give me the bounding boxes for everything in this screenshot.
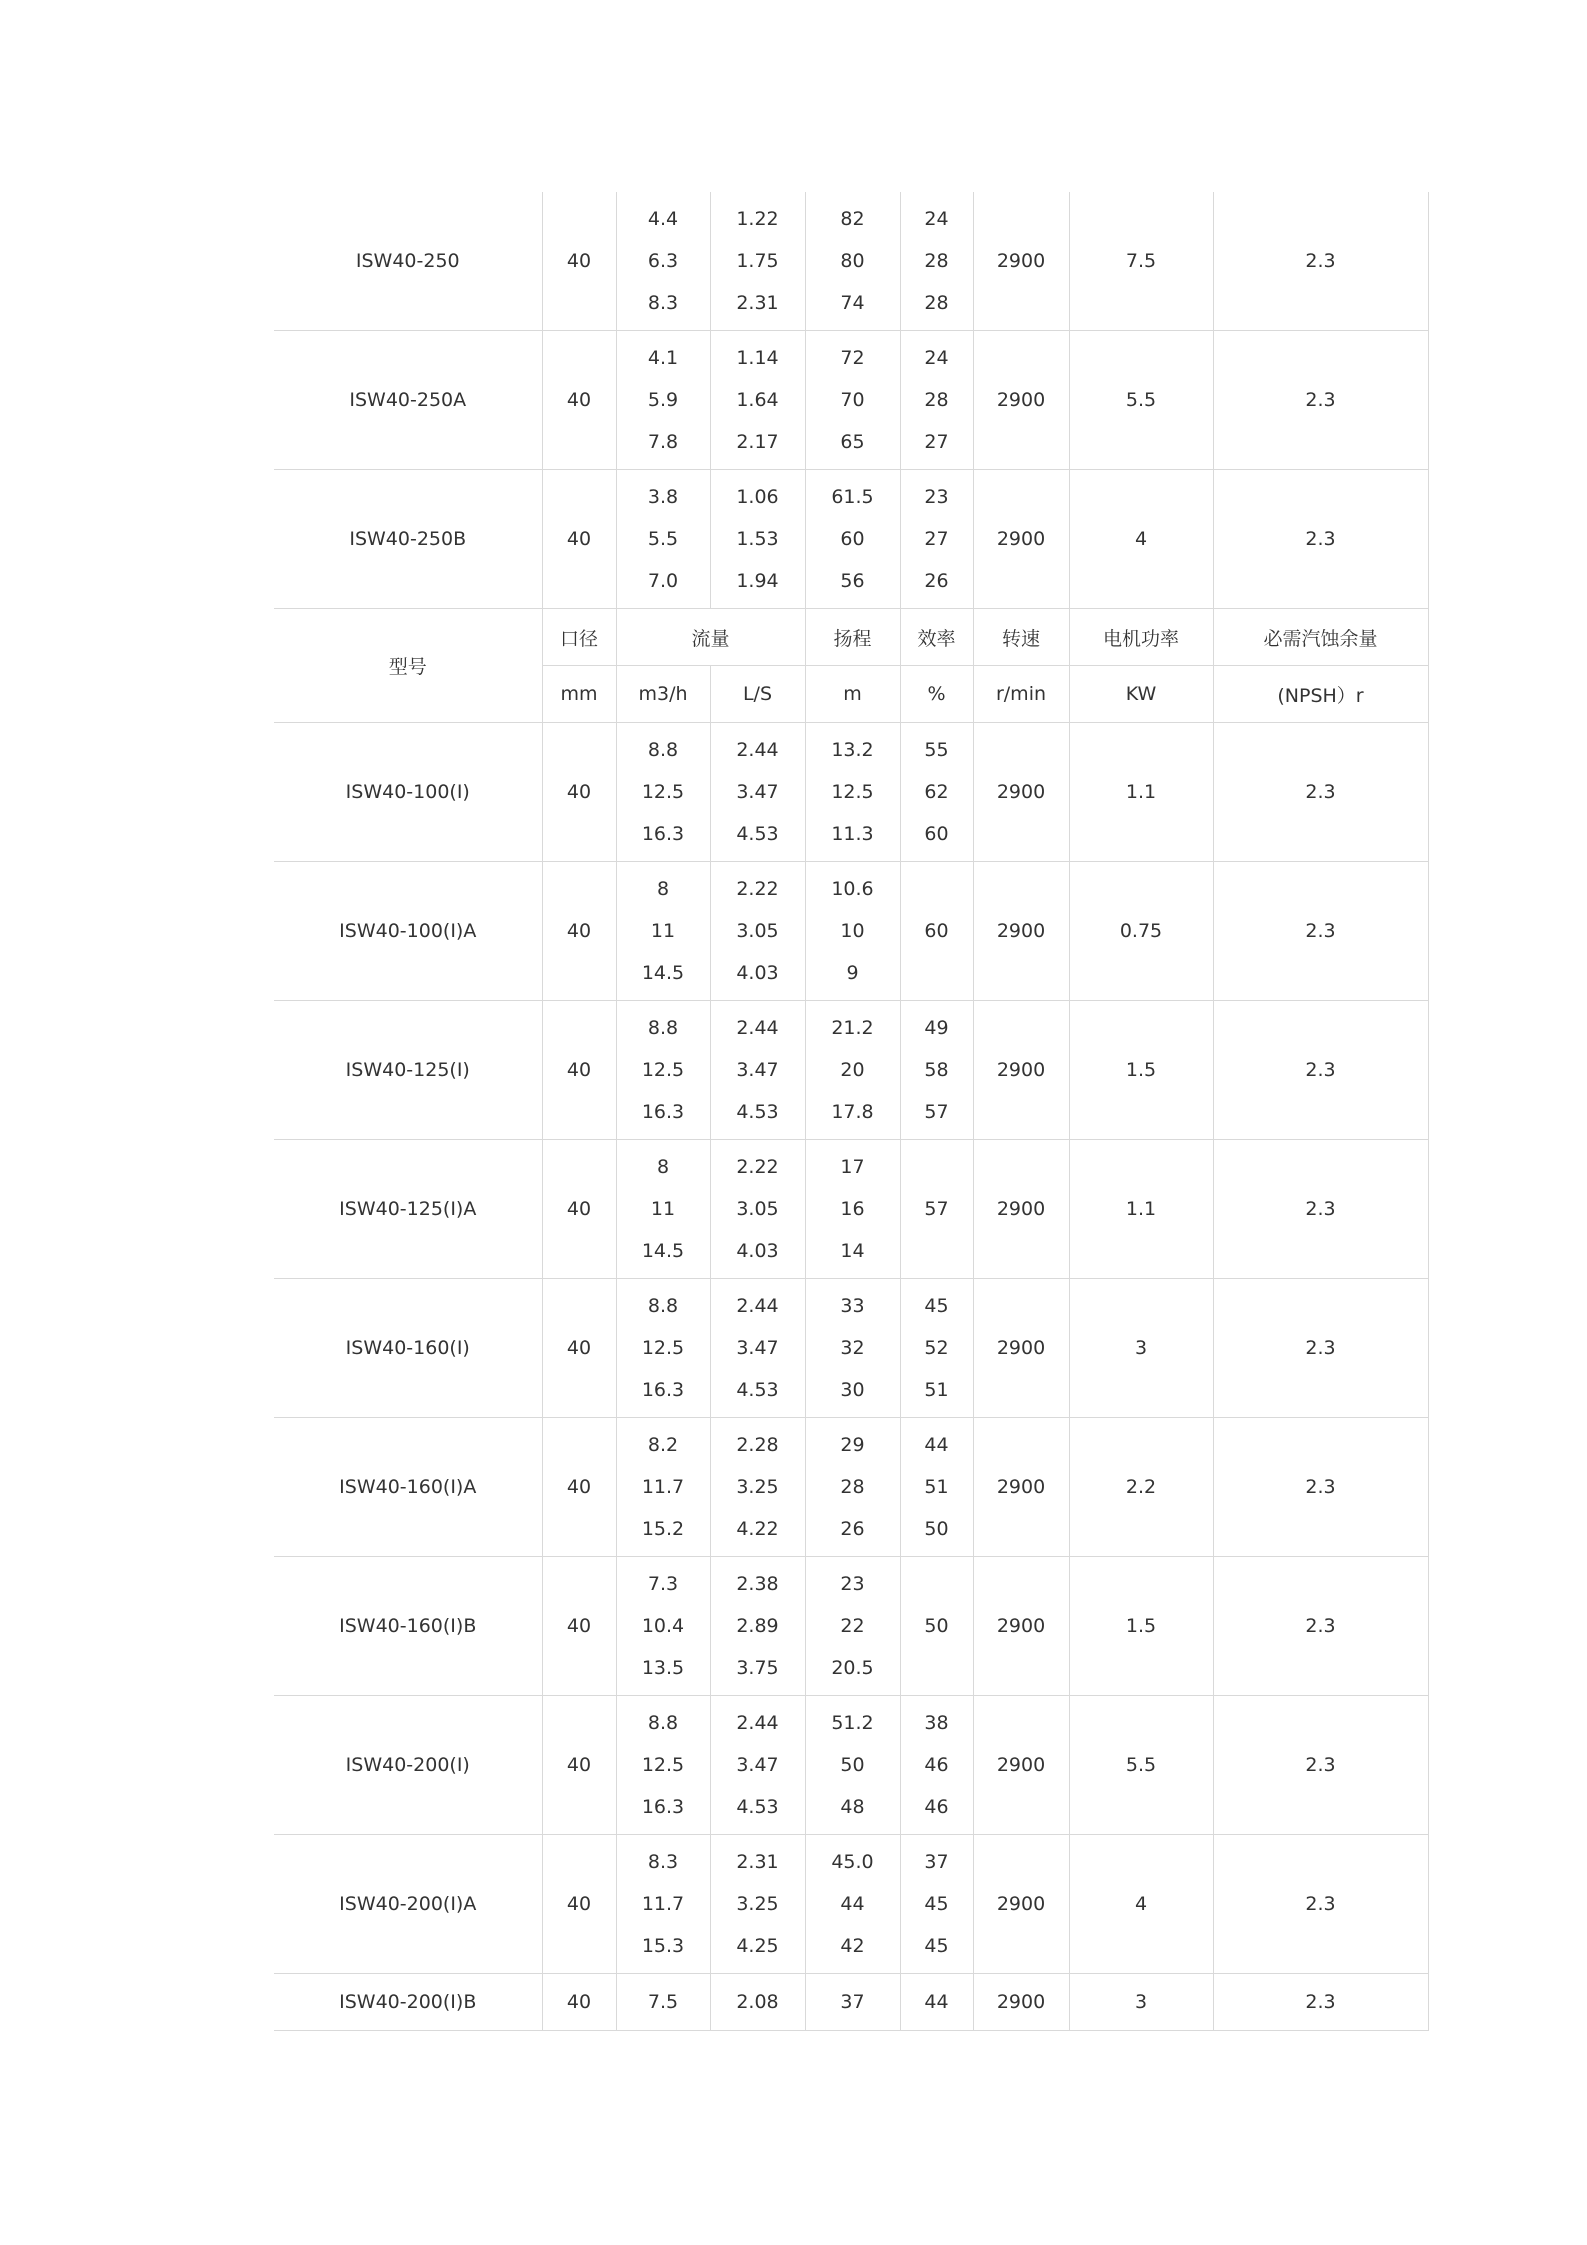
cell-flow-m3h-value: 7.0 — [647, 570, 679, 592]
cell-flow-ls-value: 2.31 — [736, 292, 779, 314]
cell-model: ISW40-100(I)A — [274, 862, 542, 1001]
cell-flow-m3h-value: 14.5 — [641, 1240, 685, 1262]
cell-power: 3 — [1069, 1279, 1213, 1418]
cell-flow-m3h — [616, 1974, 710, 2031]
cell-head — [805, 192, 900, 331]
cell-head-value: 23 — [840, 1573, 865, 1595]
pump-spec-table — [274, 192, 1429, 2031]
cell-flow-m3h-value: 4.1 — [647, 347, 679, 369]
cell-efficiency — [900, 331, 973, 470]
cell-flow-ls-value: 1.06 — [736, 486, 779, 508]
cell-head-value: 51.2 — [831, 1712, 874, 1734]
cell-efficiency-value: 45 — [924, 1893, 949, 1915]
table-row — [274, 1557, 1428, 1696]
cell-head-value: 60 — [840, 528, 865, 550]
cell-head-value: 9 — [846, 962, 859, 984]
cell-flow-m3h-value: 8.3 — [647, 1851, 679, 1873]
cell-flow-ls-value: 2.44 — [736, 739, 779, 761]
cell-efficiency-value: 26 — [924, 570, 949, 592]
cell-flow-ls-value: 4.53 — [736, 1379, 779, 1401]
cell-power: 5.5 — [1069, 331, 1213, 470]
table-row — [274, 1140, 1428, 1279]
cell-head-value: 12.5 — [831, 781, 874, 803]
cell-head-value: 56 — [840, 570, 865, 592]
cell-flow-ls-value: 4.03 — [736, 1240, 779, 1262]
cell-speed: 2900 — [973, 1418, 1069, 1557]
cell-efficiency-value: 51 — [924, 1476, 949, 1498]
cell-head-value: 10 — [840, 920, 865, 942]
cell-head-value: 37 — [840, 1991, 865, 2013]
cell-head-value: 20.5 — [831, 1657, 874, 1679]
cell-efficiency-value: 57 — [924, 1101, 949, 1123]
cell-flow-m3h-value: 8.8 — [647, 1712, 679, 1734]
cell-npsh: 2.3 — [1213, 470, 1428, 609]
cell-head — [805, 1140, 900, 1279]
cell-flow-m3h-value: 8.3 — [647, 292, 679, 314]
cell-flow-ls-value: 4.25 — [736, 1935, 779, 1957]
cell-flow-ls-value: 3.25 — [736, 1476, 779, 1498]
cell-flow-ls — [710, 1001, 805, 1140]
cell-speed: 2900 — [973, 1279, 1069, 1418]
cell-power: 3 — [1069, 1974, 1213, 2031]
cell-flow-m3h-value: 12.5 — [641, 1337, 685, 1359]
cell-flow-ls-value: 2.17 — [736, 431, 779, 453]
cell-flow-m3h-value: 16.3 — [641, 1101, 685, 1123]
cell-flow-ls-value: 2.38 — [736, 1573, 779, 1595]
cell-efficiency-value: 45 — [924, 1935, 949, 1957]
cell-bore: 40 — [542, 1974, 616, 2031]
cell-flow-ls-value: 3.47 — [736, 1337, 779, 1359]
cell-model: ISW40-200(I)B — [274, 1974, 542, 2031]
cell-flow-ls-value: 3.25 — [736, 1893, 779, 1915]
cell-head-value: 50 — [840, 1754, 865, 1776]
cell-speed: 2900 — [973, 1835, 1069, 1974]
cell-flow-m3h-value: 7.8 — [647, 431, 679, 453]
cell-speed: 2900 — [973, 1001, 1069, 1140]
cell-flow-m3h-value: 8 — [656, 1156, 670, 1178]
cell-head-value: 74 — [840, 292, 865, 314]
cell-model: ISW40-200(I)A — [274, 1835, 542, 1974]
cell-flow-ls-value: 3.47 — [736, 1754, 779, 1776]
cell-power: 1.1 — [1069, 723, 1213, 862]
cell-efficiency-value: 28 — [924, 389, 949, 411]
cell-flow-m3h-value: 16.3 — [641, 823, 685, 845]
cell-npsh: 2.3 — [1213, 1001, 1428, 1140]
cell-flow-m3h-value: 15.2 — [641, 1518, 685, 1540]
cell-flow-m3h-value: 11 — [650, 1198, 676, 1220]
table-body-bottom — [274, 723, 1428, 2031]
cell-efficiency — [900, 1835, 973, 1974]
cell-head-value: 82 — [840, 208, 865, 230]
table-row — [274, 470, 1428, 609]
cell-flow-ls — [710, 1140, 805, 1279]
cell-speed: 2900 — [973, 1140, 1069, 1279]
cell-bore: 40 — [542, 470, 616, 609]
cell-flow-ls-value: 2.22 — [736, 878, 779, 900]
cell-power: 0.75 — [1069, 862, 1213, 1001]
cell-head — [805, 1835, 900, 1974]
header-npsh: 必需汽蚀余量 — [1213, 609, 1428, 666]
cell-flow-m3h — [616, 192, 710, 331]
cell-head — [805, 1418, 900, 1557]
cell-head-value: 42 — [840, 1935, 865, 1957]
cell-flow-m3h-value: 16.3 — [641, 1379, 685, 1401]
cell-flow-m3h-value: 14.5 — [641, 962, 685, 984]
cell-head-value: 22 — [840, 1615, 865, 1637]
table-body-top — [274, 192, 1428, 609]
cell-flow-m3h — [616, 723, 710, 862]
cell-flow-m3h-value: 6.3 — [647, 250, 679, 272]
unit-power: KW — [1069, 666, 1213, 723]
cell-efficiency — [900, 470, 973, 609]
table-row — [274, 723, 1428, 862]
cell-flow-m3h-value: 3.8 — [647, 486, 679, 508]
cell-efficiency-value: 23 — [924, 486, 949, 508]
cell-head-value: 17 — [840, 1156, 865, 1178]
cell-npsh: 2.3 — [1213, 1974, 1428, 2031]
cell-bore: 40 — [542, 1279, 616, 1418]
cell-speed: 2900 — [973, 1557, 1069, 1696]
cell-efficiency — [900, 1140, 973, 1279]
table-row — [274, 1001, 1428, 1140]
cell-npsh: 2.3 — [1213, 1140, 1428, 1279]
cell-bore: 40 — [542, 1835, 616, 1974]
cell-head-value: 33 — [840, 1295, 865, 1317]
cell-flow-ls — [710, 192, 805, 331]
cell-model: ISW40-160(I) — [274, 1279, 542, 1418]
cell-bore: 40 — [542, 1557, 616, 1696]
header-bore: 口径 — [542, 609, 616, 666]
cell-speed: 2900 — [973, 470, 1069, 609]
cell-head — [805, 470, 900, 609]
cell-head-value: 30 — [840, 1379, 865, 1401]
cell-head-value: 17.8 — [831, 1101, 874, 1123]
cell-efficiency — [900, 723, 973, 862]
header-head: 扬程 — [805, 609, 900, 666]
cell-head-value: 61.5 — [831, 486, 874, 508]
cell-flow-m3h-value: 8.2 — [647, 1434, 679, 1456]
cell-flow-ls-value: 4.22 — [736, 1518, 779, 1540]
cell-flow-m3h-value: 8.8 — [647, 1295, 679, 1317]
cell-head-value: 11.3 — [831, 823, 874, 845]
cell-speed: 2900 — [973, 192, 1069, 331]
cell-head-value: 28 — [840, 1476, 865, 1498]
cell-flow-ls-value: 2.08 — [736, 1991, 779, 2013]
table-row — [274, 1835, 1428, 1974]
cell-head-value: 10.6 — [831, 878, 874, 900]
cell-efficiency-value: 28 — [924, 250, 949, 272]
cell-npsh: 2.3 — [1213, 862, 1428, 1001]
cell-flow-ls — [710, 1974, 805, 2031]
cell-bore: 40 — [542, 1140, 616, 1279]
cell-flow-m3h-value: 5.9 — [647, 389, 679, 411]
cell-flow-m3h — [616, 862, 710, 1001]
cell-efficiency-value: 57 — [924, 1198, 949, 1220]
cell-flow-ls-value: 2.89 — [736, 1615, 779, 1637]
cell-efficiency-value: 38 — [924, 1712, 949, 1734]
cell-flow-m3h-value: 11.7 — [641, 1476, 685, 1498]
cell-efficiency-value: 62 — [924, 781, 949, 803]
cell-efficiency-value: 44 — [924, 1434, 949, 1456]
cell-model: ISW40-250A — [274, 331, 542, 470]
cell-flow-ls-value: 1.94 — [736, 570, 779, 592]
cell-head — [805, 1696, 900, 1835]
cell-flow-m3h-value: 12.5 — [641, 781, 685, 803]
cell-efficiency-value: 46 — [924, 1796, 949, 1818]
cell-head-value: 14 — [840, 1240, 865, 1262]
table-row — [274, 1974, 1428, 2031]
cell-efficiency — [900, 192, 973, 331]
cell-flow-ls-value: 3.47 — [736, 781, 779, 803]
cell-efficiency — [900, 1418, 973, 1557]
cell-speed: 2900 — [973, 862, 1069, 1001]
cell-model: ISW40-160(I)B — [274, 1557, 542, 1696]
cell-flow-m3h-value: 7.5 — [647, 1991, 679, 2013]
cell-efficiency-value: 24 — [924, 347, 949, 369]
cell-flow-m3h-value: 8.8 — [647, 739, 679, 761]
cell-efficiency-value: 37 — [924, 1851, 949, 1873]
cell-flow-ls-value: 2.31 — [736, 1851, 779, 1873]
cell-flow-ls-value: 4.53 — [736, 823, 779, 845]
cell-flow-ls — [710, 1696, 805, 1835]
cell-flow-m3h-value: 16.3 — [641, 1796, 685, 1818]
cell-flow-ls-value: 1.22 — [736, 208, 779, 230]
cell-flow-ls-value: 3.05 — [736, 1198, 779, 1220]
cell-head — [805, 723, 900, 862]
cell-speed: 2900 — [973, 1696, 1069, 1835]
table-row — [274, 862, 1428, 1001]
cell-flow-ls-value: 1.14 — [736, 347, 779, 369]
cell-efficiency-value: 44 — [924, 1991, 949, 2013]
cell-flow-ls-value: 3.47 — [736, 1059, 779, 1081]
cell-speed: 2900 — [973, 723, 1069, 862]
cell-flow-m3h-value: 11.7 — [641, 1893, 685, 1915]
cell-npsh: 2.3 — [1213, 1418, 1428, 1557]
cell-power: 4 — [1069, 1835, 1213, 1974]
cell-efficiency-value: 27 — [924, 528, 949, 550]
cell-flow-ls-value: 4.03 — [736, 962, 779, 984]
cell-flow-m3h-value: 7.3 — [647, 1573, 679, 1595]
cell-head-value: 72 — [840, 347, 865, 369]
cell-npsh: 2.3 — [1213, 1279, 1428, 1418]
cell-flow-ls — [710, 1835, 805, 1974]
cell-efficiency — [900, 1557, 973, 1696]
cell-speed: 2900 — [973, 1974, 1069, 2031]
cell-head-value: 13.2 — [831, 739, 874, 761]
cell-flow-m3h — [616, 1279, 710, 1418]
cell-power: 4 — [1069, 470, 1213, 609]
cell-flow-ls — [710, 862, 805, 1001]
header-power: 电机功率 — [1069, 609, 1213, 666]
cell-efficiency-value: 50 — [924, 1518, 949, 1540]
cell-flow-ls-value: 1.75 — [736, 250, 779, 272]
cell-efficiency — [900, 1279, 973, 1418]
header-model: 型号 — [274, 609, 542, 723]
cell-flow-m3h — [616, 470, 710, 609]
cell-flow-m3h-value: 12.5 — [641, 1059, 685, 1081]
cell-efficiency — [900, 1974, 973, 2031]
cell-bore: 40 — [542, 1696, 616, 1835]
cell-power: 2.2 — [1069, 1418, 1213, 1557]
cell-flow-ls-value: 2.44 — [736, 1712, 779, 1734]
cell-speed: 2900 — [973, 331, 1069, 470]
cell-head — [805, 1557, 900, 1696]
cell-efficiency-value: 52 — [924, 1337, 949, 1359]
cell-model: ISW40-125(I) — [274, 1001, 542, 1140]
cell-flow-m3h-value: 11 — [650, 920, 676, 942]
cell-model: ISW40-125(I)A — [274, 1140, 542, 1279]
unit-flow-ls: L/S — [710, 666, 805, 723]
header-flow: 流量 — [616, 609, 805, 666]
cell-flow-ls-value: 4.53 — [736, 1796, 779, 1818]
cell-head-value: 16 — [840, 1198, 865, 1220]
cell-head-value: 32 — [840, 1337, 865, 1359]
cell-head-value: 65 — [840, 431, 865, 453]
cell-flow-ls-value: 3.75 — [736, 1657, 779, 1679]
cell-efficiency-value: 27 — [924, 431, 949, 453]
unit-flow-m3h: m3/h — [616, 666, 710, 723]
cell-efficiency-value: 58 — [924, 1059, 949, 1081]
cell-flow-m3h — [616, 1557, 710, 1696]
cell-model: ISW40-250B — [274, 470, 542, 609]
cell-flow-ls-value: 2.44 — [736, 1295, 779, 1317]
unit-speed: r/min — [973, 666, 1069, 723]
cell-efficiency — [900, 1696, 973, 1835]
cell-flow-m3h — [616, 1001, 710, 1140]
cell-efficiency-value: 49 — [924, 1017, 949, 1039]
cell-flow-m3h-value: 5.5 — [647, 528, 679, 550]
cell-power: 5.5 — [1069, 1696, 1213, 1835]
unit-npsh: (NPSH）r — [1213, 666, 1428, 723]
cell-power: 1.5 — [1069, 1001, 1213, 1140]
cell-efficiency-value: 60 — [924, 920, 949, 942]
cell-efficiency — [900, 1001, 973, 1140]
unit-efficiency: % — [900, 666, 973, 723]
cell-flow-ls-value: 2.22 — [736, 1156, 779, 1178]
unit-bore: mm — [542, 666, 616, 723]
cell-flow-ls-value: 1.53 — [736, 528, 779, 550]
cell-flow-m3h-value: 8 — [656, 878, 670, 900]
cell-power: 1.5 — [1069, 1557, 1213, 1696]
cell-flow-m3h-value: 12.5 — [641, 1754, 685, 1776]
cell-flow-ls-value: 1.64 — [736, 389, 779, 411]
table-row — [274, 1418, 1428, 1557]
cell-efficiency-value: 45 — [924, 1295, 949, 1317]
table-row — [274, 192, 1428, 331]
cell-bore: 40 — [542, 723, 616, 862]
cell-efficiency-value: 28 — [924, 292, 949, 314]
cell-head — [805, 862, 900, 1001]
cell-head — [805, 331, 900, 470]
cell-flow-ls-value: 4.53 — [736, 1101, 779, 1123]
cell-head-value: 26 — [840, 1518, 865, 1540]
header-efficiency: 效率 — [900, 609, 973, 666]
cell-flow-ls-value: 2.28 — [736, 1434, 779, 1456]
cell-head-value: 20 — [840, 1059, 865, 1081]
cell-flow-ls — [710, 723, 805, 862]
cell-flow-m3h-value: 8.8 — [647, 1017, 679, 1039]
cell-head-value: 21.2 — [831, 1017, 874, 1039]
cell-flow-m3h-value: 15.3 — [641, 1935, 685, 1957]
cell-model: ISW40-250 — [274, 192, 542, 331]
cell-flow-ls-value: 3.05 — [736, 920, 779, 942]
cell-npsh: 2.3 — [1213, 1835, 1428, 1974]
cell-head-value: 48 — [840, 1796, 865, 1818]
cell-flow-m3h — [616, 1696, 710, 1835]
table-row — [274, 331, 1428, 470]
cell-efficiency-value: 24 — [924, 208, 949, 230]
cell-efficiency-value: 51 — [924, 1379, 949, 1401]
cell-flow-ls — [710, 1279, 805, 1418]
cell-model: ISW40-100(I) — [274, 723, 542, 862]
table-header — [274, 609, 1428, 723]
cell-head — [805, 1279, 900, 1418]
cell-head-value: 80 — [840, 250, 865, 272]
header-speed: 转速 — [973, 609, 1069, 666]
cell-bore: 40 — [542, 192, 616, 331]
cell-flow-m3h — [616, 1835, 710, 1974]
cell-model: ISW40-200(I) — [274, 1696, 542, 1835]
cell-efficiency-value: 46 — [924, 1754, 949, 1776]
cell-efficiency-value: 55 — [924, 739, 949, 761]
cell-npsh: 2.3 — [1213, 723, 1428, 862]
cell-npsh: 2.3 — [1213, 1557, 1428, 1696]
cell-head-value: 44 — [840, 1893, 865, 1915]
cell-bore: 40 — [542, 1418, 616, 1557]
cell-head — [805, 1001, 900, 1140]
header-row-labels — [274, 609, 1428, 666]
cell-flow-ls — [710, 331, 805, 470]
cell-flow-ls — [710, 1557, 805, 1696]
cell-flow-m3h — [616, 331, 710, 470]
cell-npsh: 2.3 — [1213, 1696, 1428, 1835]
table-row — [274, 1279, 1428, 1418]
cell-bore: 40 — [542, 1001, 616, 1140]
table-row — [274, 1696, 1428, 1835]
cell-flow-ls — [710, 1418, 805, 1557]
cell-efficiency-value: 50 — [924, 1615, 949, 1637]
cell-flow-m3h — [616, 1418, 710, 1557]
cell-head-value: 70 — [840, 389, 865, 411]
unit-head: m — [805, 666, 900, 723]
cell-flow-m3h-value: 4.4 — [647, 208, 679, 230]
cell-head-value: 29 — [840, 1434, 865, 1456]
cell-flow-ls — [710, 470, 805, 609]
cell-model: ISW40-160(I)A — [274, 1418, 542, 1557]
cell-efficiency — [900, 862, 973, 1001]
cell-npsh: 2.3 — [1213, 331, 1428, 470]
cell-flow-ls-value: 2.44 — [736, 1017, 779, 1039]
cell-head-value: 45.0 — [831, 1851, 874, 1873]
cell-power: 7.5 — [1069, 192, 1213, 331]
cell-bore: 40 — [542, 862, 616, 1001]
cell-flow-m3h-value: 10.4 — [641, 1615, 685, 1637]
cell-efficiency-value: 60 — [924, 823, 949, 845]
cell-flow-m3h-value: 13.5 — [641, 1657, 685, 1679]
cell-npsh: 2.3 — [1213, 192, 1428, 331]
cell-bore: 40 — [542, 331, 616, 470]
cell-power: 1.1 — [1069, 1140, 1213, 1279]
cell-head — [805, 1974, 900, 2031]
cell-flow-m3h — [616, 1140, 710, 1279]
